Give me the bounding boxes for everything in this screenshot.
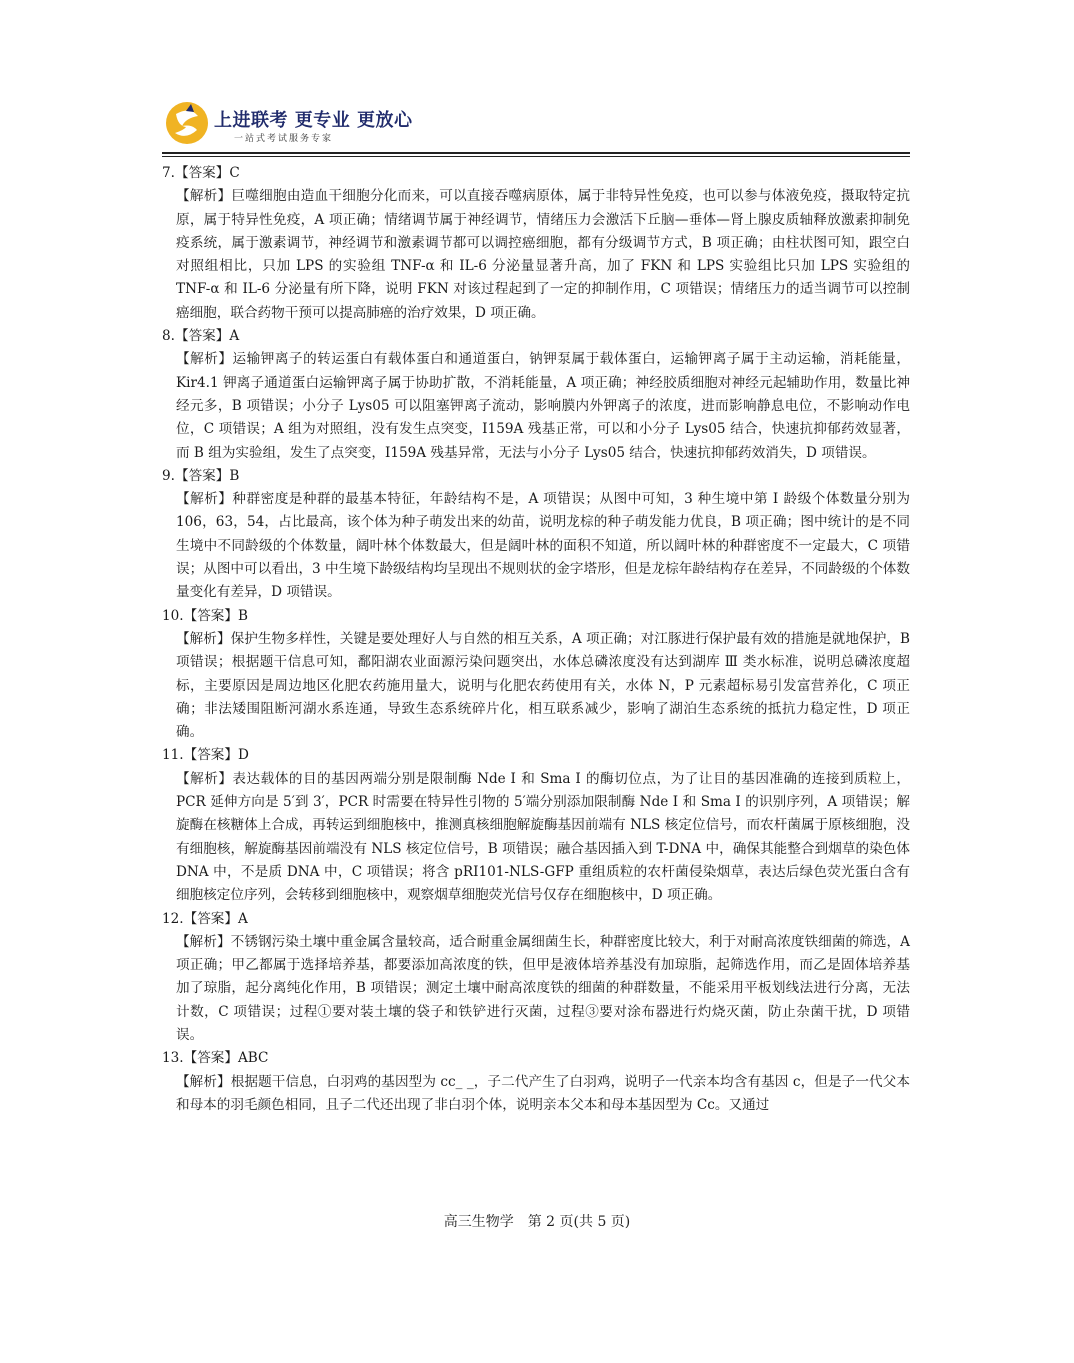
explanation-text: 【解析】种群密度是种群的最基本特征，年龄结构不是，A 项错误；从图中可知，3 种生境中第 Ⅰ 龄级个体数量分别为 106，63，54，占比最高，该个体为种子萌发出来的幼苗，说明龙棕的种子萌发能力优良，B 项正确；图中统计的是不同生境中不同龄级的个体数量，阔叶林个体数最大，但是阔叶林的面积不知道，所以阔叶林的种群密度不一定最大，C 项错误；从图中可以看出，3 中生境下龄级结构均呈现出不规则状的金字塔形，但是龙棕年龄结构存在差异，不同龄级的个体数量变化有差异，D 项错误。 [176,491,910,601]
answer-line: 13.【答案】ABC [162,1050,269,1067]
answer-line: 9.【答案】B [162,467,240,484]
answer-line: 7.【答案】C [162,165,240,181]
question-10 [162,605,910,745]
answer-line: 8.【答案】A [162,328,240,345]
explanation-text: 【解析】表达载体的目的基因两端分别是限制酶 Nde Ⅰ 和 Sma Ⅰ 的酶切位点，为了让目的基因准确的连接到质粒上，PCR 延伸方向是 5′到 3′，PCR 时需要在特异性引物的 5′端分别添加限制酶 Nde Ⅰ 和 Sma Ⅰ 的识别序列，A 项错误；解旋酶在核糖体上合成，再转运到细胞核中，推测真核细胞解旋酶基因前端有 NLS 核定位信号，而农杆菌属于原核细胞，没有细胞核，解旋酶基因前端没有 NLS 核定位信号，B 项错误；融合基因插入到 T-DNA 中，确保其能整合到烟草的染色体 DNA 中，不是质 DNA 中，C 项错误；将含 pRI101-NLS-GFP 重组质粒的农杆菌侵染烟草，表达后绿色荧光蛋白含有细胞核定位序列，会转移到细胞核中，观察烟草细胞荧光信号仅存在细胞核中，D 项正确。 [176,770,910,904]
question-13 [162,1047,910,1117]
question-7 [162,162,910,325]
header-divider [162,152,910,154]
page-header [162,98,910,154]
brand-slogan: 上进联考 更专业 更放心 [214,110,413,131]
explanation-text: 【解析】不锈钢污染土壤中重金属含量较高，适合耐重金属细菌生长，种群密度比较大，利于对耐高浓度铁细菌的筛选，A 项正确；甲乙都属于选择培养基，都要添加高浓度的铁，但甲是液体培养基没有加琼脂，起筛选作用，而乙是固体培养基加了琼脂，起分离纯化作用，B 项错误；测定土壤中耐高浓度铁的细菌的种群数量，不能采用平板划线法进行分离，无法计数，C 项错误；过程①要对装土壤的袋子和铁铲进行灭菌，过程③要对涂布器进行灼烧灭菌，防止杂菌干扰，D 项错误。 [176,933,910,1043]
brand-tagline: 一站式考试服务专家 [234,134,334,144]
question-12 [162,908,910,1048]
question-11 [162,744,910,907]
question-9 [162,465,910,605]
explanation-text: 【解析】保护生物多样性，关键是要处理好人与自然的相互关系，A 项正确；对江豚进行保护最有效的措施是就地保护，B 项错误；根据题干信息可知，鄱阳湖农业面源污染问题突出，水体总磷浓度没有达到湖库 Ⅲ 类水标准，说明总磷浓度超标，主要原因是周边地区化肥农药施用量大，说明与化肥农药使用有关，水体 N，P 元素超标易引发富营养化，C 项正确；非法矮围阻断河湖水系连通，导致生态系统碎片化，相互联系减少，影响了湖泊生态系统的抵抗力稳定性，D 项正确。 [176,630,910,741]
answer-explanations [162,162,910,1117]
page-footer: 高三生物学 第 2 页(共 5 页) [443,1214,631,1230]
header-divider-thin [162,156,910,157]
answer-line: 10.【答案】B [162,607,248,624]
logo-icon [164,100,210,146]
question-8 [162,325,910,465]
answer-line: 11.【答案】D [162,747,249,764]
explanation-text: 【解析】根据题干信息，白羽鸡的基因型为 cc_ _，子二代产生了白羽鸡，说明子一代亲本均含有基因 c，但是子一代父本和母本的羽毛颜色相同，且子二代还出现了非白羽个体，说明亲本父本和母本基因型为 Cc。又通过 [176,1073,910,1113]
answer-line: 12.【答案】A [162,910,248,927]
explanation-text: 【解析】运输钾离子的转运蛋白有载体蛋白和通道蛋白，钠钾泵属于载体蛋白，运输钾离子属于主动运输，消耗能量，Kir4.1 钾离子通道蛋白运输钾离子属于协助扩散，不消耗能量，A 项正确；神经胶质细胞对神经元起辅助作用，数量比神经元多，B 项错误；小分子 Lys05 可以阻塞钾离子流动，影响膜内外钾离子的浓度，进而影响静息电位，不影响动作电位，C 项错误；A 组为对照组，没有发生点突变，I159A 残基正常，可以和小分子 Lys05 结合，快速抗抑郁药效显著，而 B 组为实验组，发生了点突变，I159A 残基异常，无法与小分子 Lys05 结合，快速抗抑郁药效消失，D 项错误。 [176,351,910,461]
explanation-text: 【解析】巨噬细胞由造血干细胞分化而来，可以直接吞噬病原体，属于非特异性免疫，也可以参与体液免疫，摄取特定抗原，属于特异性免疫，A 项正确；情绪调节属于神经调节，情绪压力会激活下丘脑—垂体—肾上腺皮质轴释放激素抑制免疫系统，属于激素调节，神经调节和激素调节都可以调控癌细胞，都有分级调节方式，B 项正确；由柱状图可知，跟空白对照组相比，只加 LPS 的实验组 TNF-α 和 IL-6 分泌量显著升高，加了 FKN 和 LPS 实验组比只加 LPS 实验组的 TNF-α 和 IL-6 分泌量有所下降，说明 FKN 对该过程起到了一定的抑制作用，C 项错误；情绪压力的适当调节可以控制癌细胞，联合药物干预可以提高肺癌的治疗效果，D 项正确。 [176,188,910,321]
